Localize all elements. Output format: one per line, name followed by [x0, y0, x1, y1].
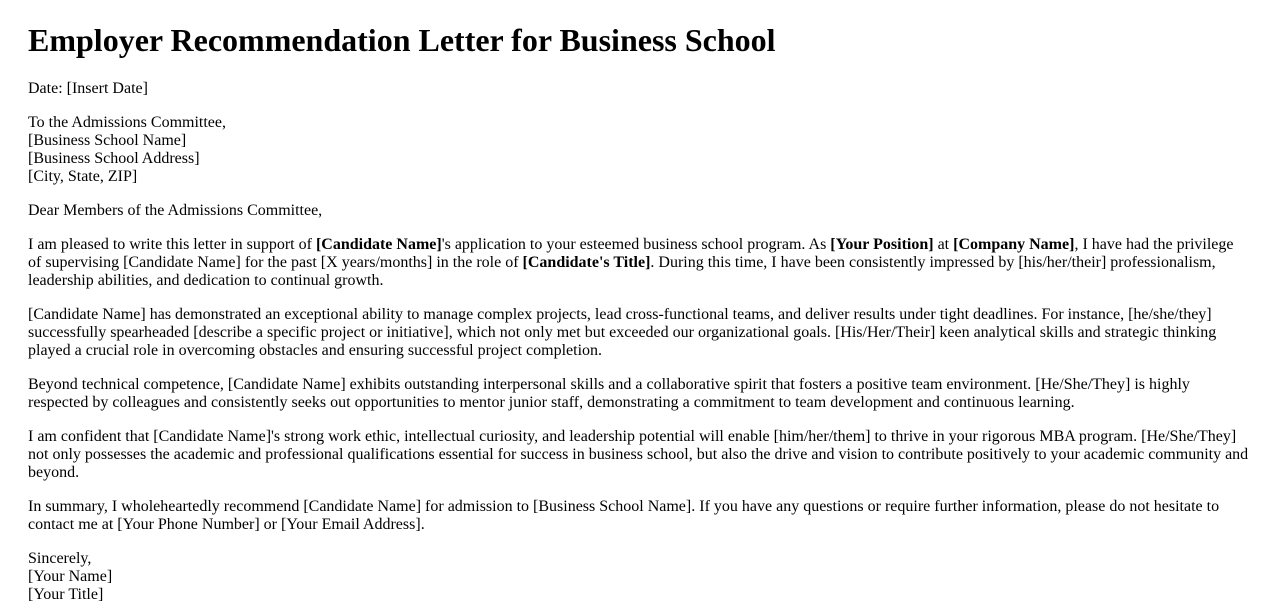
salutation: Dear Members of the Admissions Committee, [28, 202, 323, 219]
address-block [28, 114, 1250, 186]
date-line: Date: [Insert Date] [28, 80, 148, 97]
address-line: [Business School Address] [28, 150, 200, 167]
address-line: To the Admissions Committee, [28, 114, 226, 131]
letter-paragraph: I am pleased to write this letter in support of [Candidate Name]'s application to your esteemed business school program. As [Your Position] at [Company Name], I have had the privilege of supervising [Candidate Name] for the past [X years/months] in the role of [Candidate's Title]. During this time, I have been consistently impressed by [his/her/their] professionalism, leadership abilities, and dedication to continual growth. [28, 236, 1234, 289]
letter-paragraph: [Candidate Name] has demonstrated an exceptional ability to manage complex projects, lead cross-functional teams, and deliver results under tight deadlines. For instance, [he/she/they] successfully spearheaded [describe a specific project or initiative], which not only met but exceeded our organizational goals. [His/Her/Their] keen analytical skills and strategic thinking played a crucial role in overcoming obstacles and ensuring successful project completion. [28, 306, 1217, 359]
letter-paragraph: In summary, I wholeheartedly recommend [Candidate Name] for admission to [Business School Name]. If you have any questions or require further information, please do not hesitate to contact me at [Your Phone Number] or [Your Email Address]. [28, 498, 1220, 533]
letter-paragraphs [28, 236, 1250, 534]
address-line: [City, State, ZIP] [28, 168, 138, 185]
letter-paragraph: I am confident that [Candidate Name]'s strong work ethic, intellectual curiosity, and leadership potential will enable [him/her/them] to thrive in your rigorous MBA program. [He/She/They] not only possesses the academic and professional qualifications essential for success in business school, but also the drive and vision to contribute positively to your academic community and beyond. [28, 428, 1249, 481]
letter-paragraph: Beyond technical competence, [Candidate Name] exhibits outstanding interpersonal skills and a collaborative spirit that fosters a positive team environment. [He/She/They] is highly respected by colleagues and consistently seeks out opportunities to mentor junior staff, demonstrating a commitment to team development and continuous learning. [28, 376, 1190, 411]
closing-block [28, 550, 1250, 604]
address-line: [Business School Name] [28, 132, 187, 149]
closing-line: Sincerely, [28, 550, 92, 567]
page-title: Employer Recommendation Letter for Business School [28, 22, 776, 58]
closing-line: [Your Title] [28, 586, 104, 603]
closing-line: [Your Name] [28, 568, 113, 585]
